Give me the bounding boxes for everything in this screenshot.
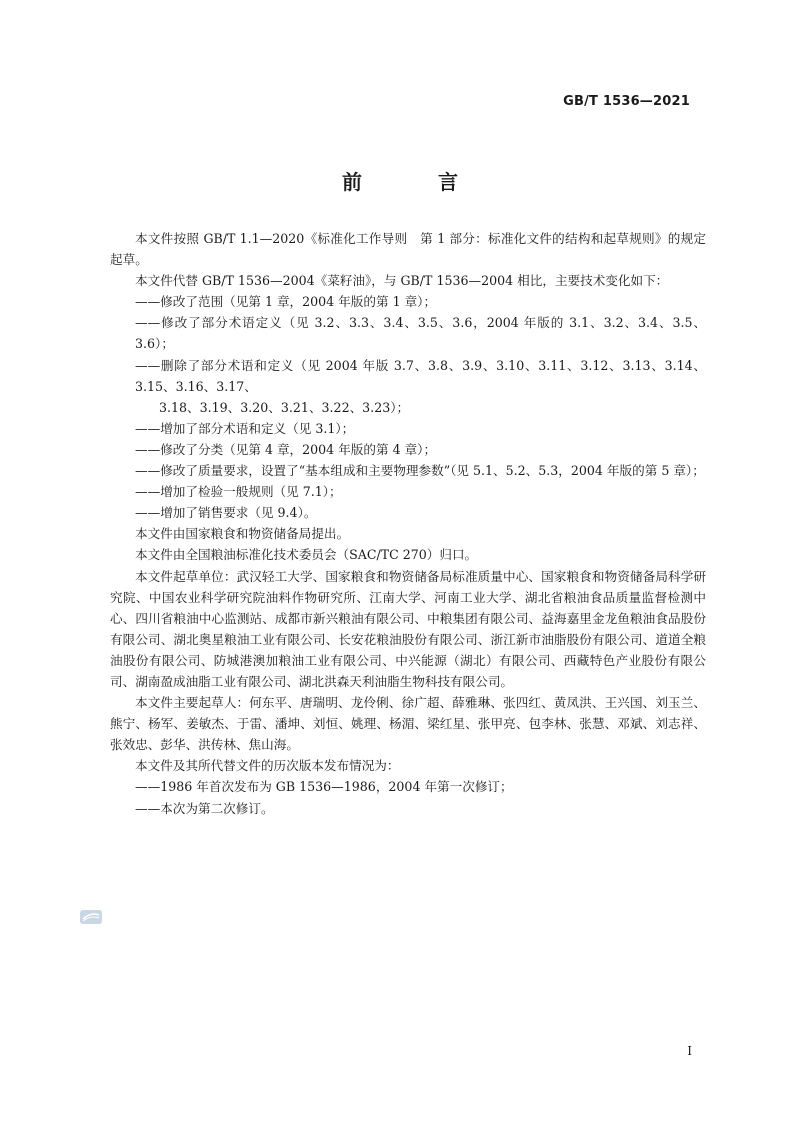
change-item: ——修改了分类（见第 4 章，2004 年版的第 4 章）； <box>135 441 437 457</box>
change-item <box>110 355 706 418</box>
paragraph-replacement: 本文件代替 GB/T 1536—2004《菜籽油》，与 GB/T 1536—2004 相比，主要技术变化如下： <box>135 273 669 289</box>
page-title: 前 言 <box>342 170 486 194</box>
paragraph-drafters: 本文件主要起草人：何东平、唐瑞明、龙伶俐、徐广超、薛雅琳、张四红、黄凤洪、王兴国、刘玉兰、熊宁、杨军、姜敏杰、于雷、潘坤、刘恒、姚理、杨湄、梁红星、张甲亮、包李林、张慧、邓斌、刘志祥、张效忠、彭华、洪传林、焦山海。 <box>110 695 706 753</box>
sac-logo-icon <box>80 910 102 924</box>
paragraph-history-intro: 本文件及其所代替文件的历次版本发布情况为： <box>135 758 400 774</box>
standard-code: GB/T 1536—2021 <box>563 94 690 109</box>
page-number: I <box>687 1044 692 1058</box>
change-item: ——修改了质量要求，设置了“基本组成和主要物理参数”（见 5.1、5.2、5.3，2004 年版的第 5 章）； <box>135 463 705 479</box>
history-item: ——本次为第二次修订。 <box>135 800 274 816</box>
foreword-body <box>110 228 706 819</box>
change-item: ——修改了范围（见第 1 章，2004 年版的第 1 章）； <box>135 294 437 310</box>
change-item: ——增加了检验一般规则（见 7.1）； <box>135 484 342 500</box>
change-item: ——增加了销售要求（见 9.4）。 <box>135 505 317 521</box>
change-item: ——增加了部分术语和定义（见 3.1）； <box>135 420 355 436</box>
change-item-line: ——删除了部分术语和定义（见 2004 年版 3.7、3.8、3.9、3.10、3.11、3.12、3.13、3.14、3.15、3.16、3.17、 <box>135 357 706 394</box>
paragraph-committee: 本文件由全国粮油标准化技术委员会（SAC/TC 270）归口。 <box>135 547 478 563</box>
paragraph-drafting-rules: 本文件按照 GB/T 1.1—2020《标准化工作导则 第 1 部分：标准化文件的结构和起草规则》的规定起草。 <box>110 231 706 268</box>
change-item-continuation: 3.18、3.19、3.20、3.21、3.22、3.23）； <box>159 399 410 415</box>
change-item: ——修改了部分术语定义（见 3.2、3.3、3.4、3.5、3.6，2004 年版的 3.1、3.2、3.4、3.5、3.6）； <box>135 315 706 352</box>
paragraph-drafting-units: 本文件起草单位：武汉轻工大学、国家粮食和物资储备局标准质量中心、国家粮食和物资储备局科学研究院、中国农业科学研究院油料作物研究所、江南大学、河南工业大学、湖北省粮油食品质量监督检测中心、四川省粮油中心监测站、成都市新兴粮油有限公司、中粮集团有限公司、益海嘉里金龙鱼粮油食品股份有限公司、湖北奥星粮油工业有限公司、长安花粮油股份有限公司、浙江新市油脂股份有限公司、道道全粮油股份有限公司、防城港澳加粮油工业有限公司、中兴能源（湖北）有限公司、西藏特色产业股份有限公司、湖南盈成油脂工业有限公司、湖北洪森天利油脂生物科技有限公司。 <box>110 568 706 689</box>
paragraph-proposer: 本文件由国家粮食和物资储备局提出。 <box>135 526 350 542</box>
history-item: ——1986 年首次发布为 GB 1536—1986，2004 年第一次修订； <box>135 779 513 795</box>
